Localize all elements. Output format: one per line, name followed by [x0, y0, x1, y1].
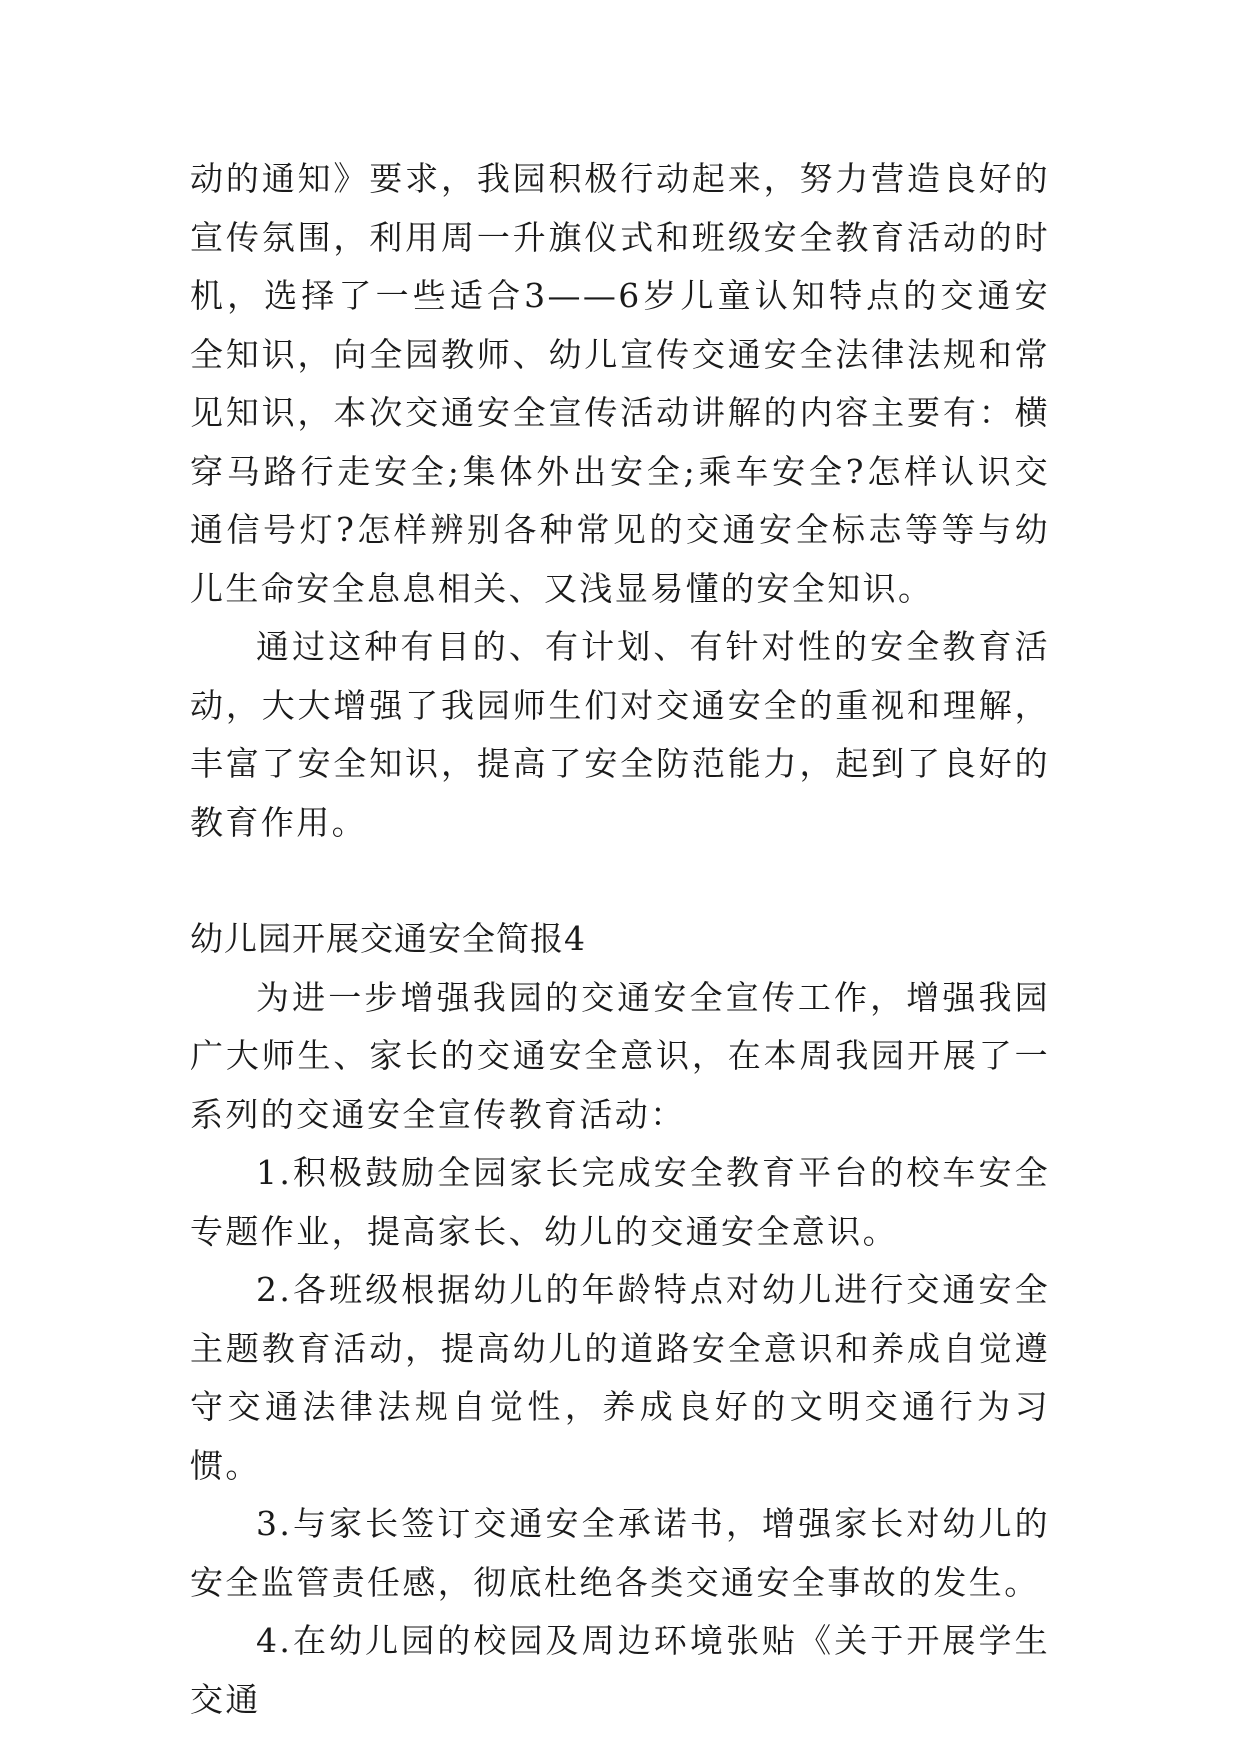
section-heading: 幼儿园开展交通安全简报4: [190, 919, 586, 958]
list-item-2: 2.各班级根据幼儿的年龄特点对幼儿进行交通安全主题教育活动，提高幼儿的道路安全意识和养成自觉遵守交通法律法规自觉性，养成良好的文明交通行为习惯。: [190, 1270, 1050, 1485]
list-item-4: 4.在幼儿园的校园及周边环境张贴《关于开展学生交通: [190, 1621, 1050, 1719]
list-item-1: 1.积极鼓励全园家长完成安全教育平台的校车安全专题作业，提高家长、幼儿的交通安全意识。: [190, 1153, 1050, 1251]
list-item-3: 3.与家长签订交通安全承诺书，增强家长对幼儿的安全监管责任感，彻底杜绝各类交通安全事故的发生。: [190, 1504, 1050, 1602]
document-body: [190, 150, 1050, 1729]
paragraph-continued: 动的通知》要求，我园积极行动起来，努力营造良好的宣传氛围，利用周一升旗仪式和班级安全教育活动的时机，选择了一些适合3——6岁儿童认知特点的交通安全知识，向全园教师、幼儿宣传交通安全法律法规和常见知识，本次交通安全宣传活动讲解的内容主要有：横穿马路行走安全;集体外出安全;乘车安全?怎样认识交通信号灯?怎样辨别各种常见的交通安全标志等等与幼儿生命安全息息相关、又浅显易懂的安全知识。: [190, 159, 1050, 608]
section-intro-paragraph: 为进一步增强我园的交通安全宣传工作，增强我园广大师生、家长的交通安全意识，在本周我园开展了一系列的交通安全宣传教育活动：: [190, 977, 1050, 1134]
paragraph-summary: 通过这种有目的、有计划、有针对性的安全教育活动，大大增强了我园师生们对交通安全的重视和理解，丰富了安全知识，提高了安全防范能力，起到了良好的教育作用。: [190, 627, 1050, 842]
